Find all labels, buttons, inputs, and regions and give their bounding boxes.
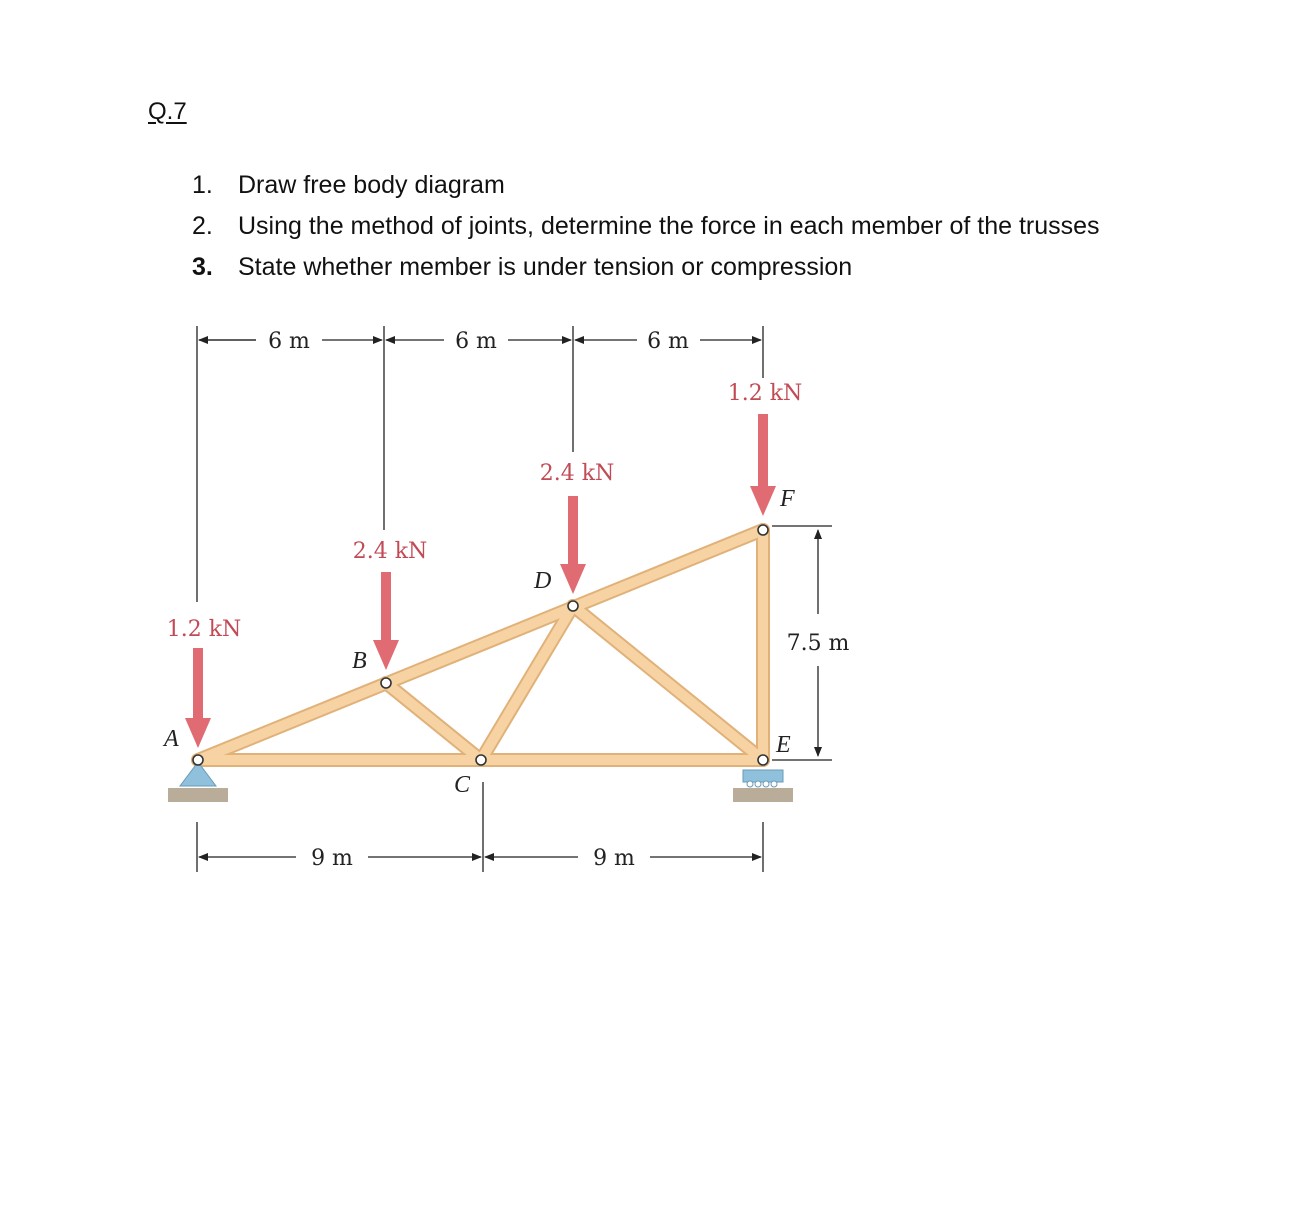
top-dimension-2: 6 m xyxy=(455,329,497,354)
bottom-dimension-1: 9 m xyxy=(311,846,353,871)
top-dimension-1: 6 m xyxy=(268,329,310,354)
load-label-A: 1.2 kN xyxy=(166,617,242,642)
task-number: 2. xyxy=(192,212,213,240)
load-arrow-A xyxy=(185,648,211,748)
joint-label-F: F xyxy=(780,486,795,512)
task-text: Draw free body diagram xyxy=(238,171,505,199)
joint-label-B: B xyxy=(352,648,367,674)
joint-label-E: E xyxy=(776,732,791,758)
load-arrow-F xyxy=(750,414,776,516)
task-text: Using the method of joints, determine the force in each member of the trusses xyxy=(238,212,1100,240)
load-label-F: 1.2 kN xyxy=(727,381,803,406)
question-label: Q.7 xyxy=(148,98,187,125)
truss-members xyxy=(198,530,763,760)
joint-label-C: C xyxy=(454,772,471,798)
task-number: 3. xyxy=(192,253,213,281)
bottom-dimension-2: 9 m xyxy=(593,846,635,871)
load-label-B: 2.4 kN xyxy=(352,539,428,564)
task-text: State whether member is under tension or compression xyxy=(238,253,853,281)
bottom-dimension-lines xyxy=(197,782,763,872)
height-dimension: 7.5 m xyxy=(786,631,850,656)
task-number: 1. xyxy=(192,171,213,199)
load-label-D: 2.4 kN xyxy=(539,461,615,486)
load-arrow-B xyxy=(373,572,399,670)
roller-support xyxy=(733,770,793,802)
joint-label-A: A xyxy=(164,726,179,752)
pin-support xyxy=(168,762,228,802)
joint-label-D: D xyxy=(534,568,552,594)
load-arrow-D xyxy=(560,496,586,594)
top-dimension-3: 6 m xyxy=(647,329,689,354)
